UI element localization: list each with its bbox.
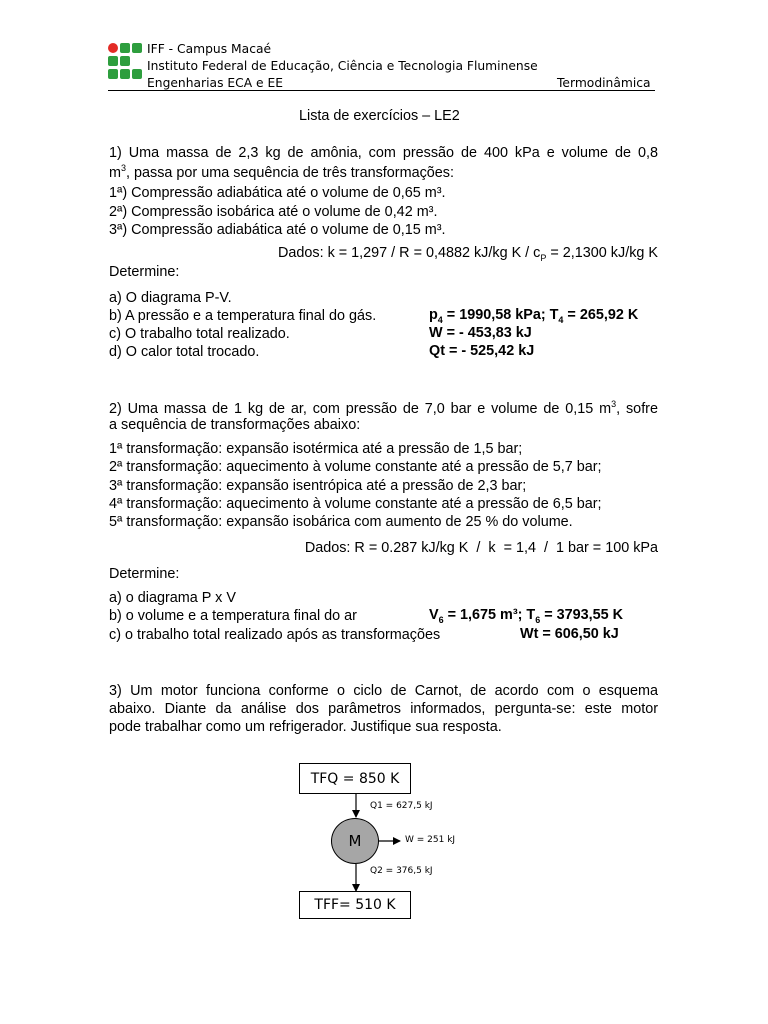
motor-circle: M [331,818,379,864]
q1-item-c: c) O trabalho total realizado. [109,326,290,342]
q1-intro-unit: m [109,164,121,181]
q1-step-1: 1ª) Compressão adiabática até o volume de 0,65 m³. [109,185,446,201]
q1-intro-line1: 1) Uma massa de 2,3 kg de amônia, com pressão de 400 kPa e volume de 0,8 [109,145,658,161]
q1-step-3: 3ª) Compressão adiabática até o volume de 0,15 m³. [109,222,446,238]
q1-answer-b-p: p [429,307,438,323]
header-subject: Termodinâmica [557,76,651,90]
q3-line-2: abaixo. Diante da análise dos parâmetros informados, pergunta-se: este motor [109,701,658,717]
q2-answer-c: Wt = 606,50 kJ [520,626,619,642]
q1-answer-b-mid: = 1990,58 kPa; T [442,307,559,323]
q3-line-1: 3) Um motor funciona conforme o ciclo de Carnot, de acordo com o esquema [109,683,658,699]
q2-dados: Dados: R = 0.287 kJ/kg K / k = 1,4 / 1 bar = 100 kPa [304,540,658,556]
q2-label: Q2 = 376,5 kJ [370,866,433,876]
q1-item-d: d) O calor total trocado. [109,344,260,360]
q1-label: Q1 = 627,5 kJ [370,801,433,811]
q1-step-2: 2ª) Compressão isobárica até o volume de 0,42 m³. [109,204,438,220]
cold-reservoir-box: TFF= 510 K [299,891,411,919]
q1-dados-a: Dados: k = 1,297 / R = 0,4882 kJ/kg K / c [277,245,541,261]
page-title: Lista de exercícios – LE2 [299,108,460,124]
q2-step-1: 1ª transformação: expansão isotérmica até a pressão de 1,5 bar; [109,441,523,457]
q2-answer-b-v-sub: 6 [438,614,444,625]
q2-item-b: b) o volume e a temperatura final do ar [109,608,357,624]
q1-intro-sup: 3 [121,163,127,173]
header-course: Engenharias ECA e EE [147,76,284,90]
q3-line-3: pode trabalhar como um refrigerador. Justifique sua resposta. [109,719,502,735]
q1-answer-b-end: = 265,92 K [563,307,639,323]
q2-item-c: c) o trabalho total realizado após as transformações [109,627,441,643]
q1-intro-rest: , passa por uma sequência de três transformações: [126,164,454,181]
q2-item-a: a) o diagrama P x V [109,590,236,606]
q1-determine: Determine: [109,264,180,280]
q1-item-a: a) O diagrama P-V. [109,290,232,306]
q1-dados-sub: P [540,252,547,263]
q2-step-3: 3ª transformação: expansão isentrópica até a pressão de 2,3 bar; [109,478,527,494]
q2-step-2: 2ª transformação: aquecimento à volume constante até a pressão de 5,7 bar; [109,459,602,475]
q1-answer-d: Qt = - 525,42 kJ [429,343,535,359]
w-label: W = 251 kJ [405,835,456,845]
hot-reservoir-box: TFQ = 850 K [299,763,411,794]
q1-answer-c: W = - 453,83 kJ [429,325,532,341]
q2-intro-a: 2) Uma massa de 1 kg de ar, com pressão de 7,0 bar e volume de 0,15 m [109,400,612,417]
q2-intro-b: , sofre [616,400,658,417]
q2-determine: Determine: [109,566,180,582]
q1-dados-b: = 2,1300 kJ/kg K [546,245,658,261]
q2-intro-sup: 3 [611,399,617,409]
q2-answer-b-end: = 3793,55 K [540,607,624,623]
q2-answer-b-v: V [429,607,439,623]
q1-answer-b-t-sub: 4 [558,314,564,325]
header-institute: Instituto Federal de Educação, Ciência e Tecnologia Fluminense [147,59,538,73]
q1-answer-b-p-sub: 4 [437,314,443,325]
header-campus: IFF - Campus Macaé [147,42,272,56]
q2-step-4: 4ª transformação: aquecimento à volume constante até a pressão de 6,5 bar; [109,496,602,512]
q2-answer-b-mid: = 1,675 m³; T [443,607,536,623]
q1-item-b: b) A pressão e a temperatura final do gás. [109,308,377,324]
q2-intro-line2: a sequência de transformações abaixo: [109,417,361,433]
q2-answer-b-t-sub: 6 [535,614,541,625]
q2-step-5: 5ª transformação: expansão isobárica com aumento de 25 % do volume. [109,514,573,530]
